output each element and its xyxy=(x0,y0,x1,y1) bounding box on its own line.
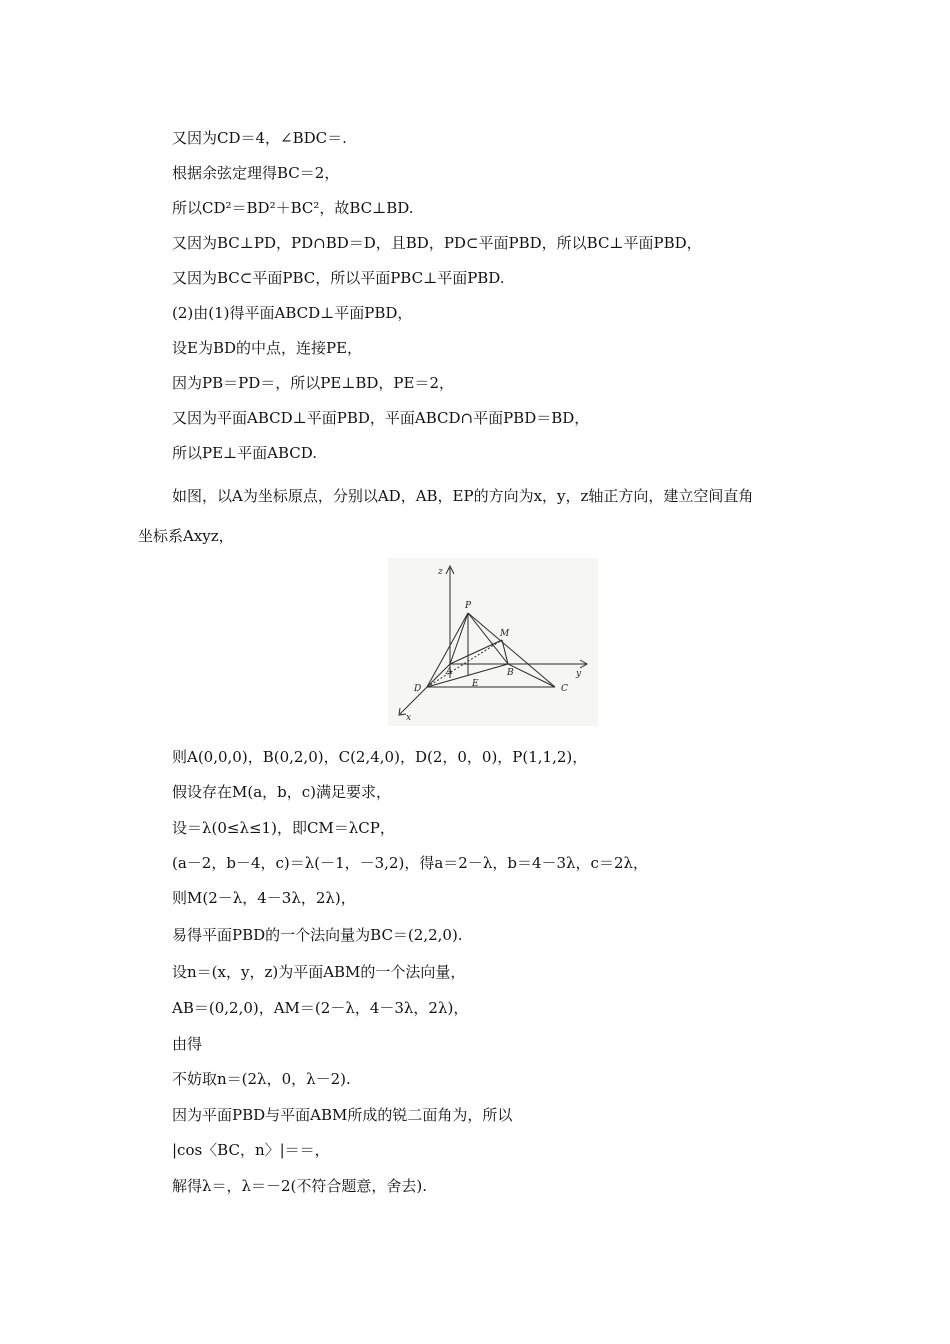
label-z: z xyxy=(438,567,443,577)
text-line-6: (2)由(1)得平面ABCD⊥平面PBD， xyxy=(172,304,413,322)
segment-AM xyxy=(450,640,502,664)
coordinate-figure xyxy=(388,558,598,726)
text-line-24: |cos〈BC，n〉|＝＝， xyxy=(172,1141,330,1159)
label-A: A xyxy=(446,667,453,677)
x-axis xyxy=(400,664,450,714)
text-line-15: 设＝λ(0≤λ≤1)，即CM＝λCP， xyxy=(172,819,395,837)
label-D: D xyxy=(414,684,422,694)
text-line-23: 因为平面PBD与平面ABM所成的锐二面角为，所以 xyxy=(172,1106,513,1124)
text-line-12: 坐标系Axyz， xyxy=(138,527,234,545)
text-line-4: 又因为BC⊥PD，PD∩BD＝D，且BD，PD⊂平面PBD，所以BC⊥平面PBD， xyxy=(172,234,702,252)
label-C: C xyxy=(561,684,568,694)
pyramid-diagram xyxy=(388,558,598,726)
text-line-21: 由得 xyxy=(172,1035,203,1053)
text-line-11: 如图，以A为坐标原点，分别以AD，AB，EP的方向为x，y，z轴正方向，建立空间直角 xyxy=(172,487,754,505)
text-line-25: 解得λ＝，λ＝－2(不符合题意，舍去). xyxy=(172,1177,428,1195)
text-line-10: 所以PE⊥平面ABCD. xyxy=(172,444,318,462)
text-line-13: 则A(0,0,0)，B(0,2,0)，C(2,4,0)，D(2，0，0)，P(1,1,2)， xyxy=(172,748,588,766)
edge-PA xyxy=(450,613,468,664)
text-line-3: 所以CD²＝BD²＋BC²，故BC⊥BD. xyxy=(172,199,414,217)
text-line-9: 又因为平面ABCD⊥平面PBD，平面ABCD∩平面PBD＝BD， xyxy=(172,409,590,427)
label-x: x xyxy=(406,713,412,723)
text-line-14: 假设存在M(a，b，c)满足要求， xyxy=(172,783,392,801)
text-line-17: 则M(2－λ，4－3λ，2λ)， xyxy=(172,889,356,907)
text-line-8: 因为PB＝PD＝，所以PE⊥BD，PE＝2， xyxy=(172,374,455,392)
label-y: y xyxy=(576,669,582,679)
label-M: M xyxy=(500,629,510,639)
label-B: B xyxy=(507,668,514,678)
text-line-22: 不妨取n＝(2λ，0，λ－2). xyxy=(172,1070,351,1088)
text-line-7: 设E为BD的中点，连接PE， xyxy=(172,339,363,357)
text-line-2: 根据余弦定理得BC＝2， xyxy=(172,164,340,182)
text-line-18: 易得平面PBD的一个法向量为BC＝(2,2,0). xyxy=(172,926,463,944)
text-line-16: (a－2，b－4，c)＝λ(－1，－3,2)，得a＝2－λ，b＝4－3λ，c＝2λ， xyxy=(172,854,648,872)
label-P: P xyxy=(465,601,472,611)
text-line-20: AB＝(0,2,0)，AM＝(2－λ，4－3λ，2λ)， xyxy=(172,999,469,1017)
text-line-1: 又因为CD＝4，∠BDC＝. xyxy=(172,129,347,147)
text-line-5: 又因为BC⊂平面PBC，所以平面PBC⊥平面PBD. xyxy=(172,269,505,287)
text-line-19: 设n＝(x，y，z)为平面ABM的一个法向量， xyxy=(172,963,466,981)
label-E: E xyxy=(472,679,479,689)
